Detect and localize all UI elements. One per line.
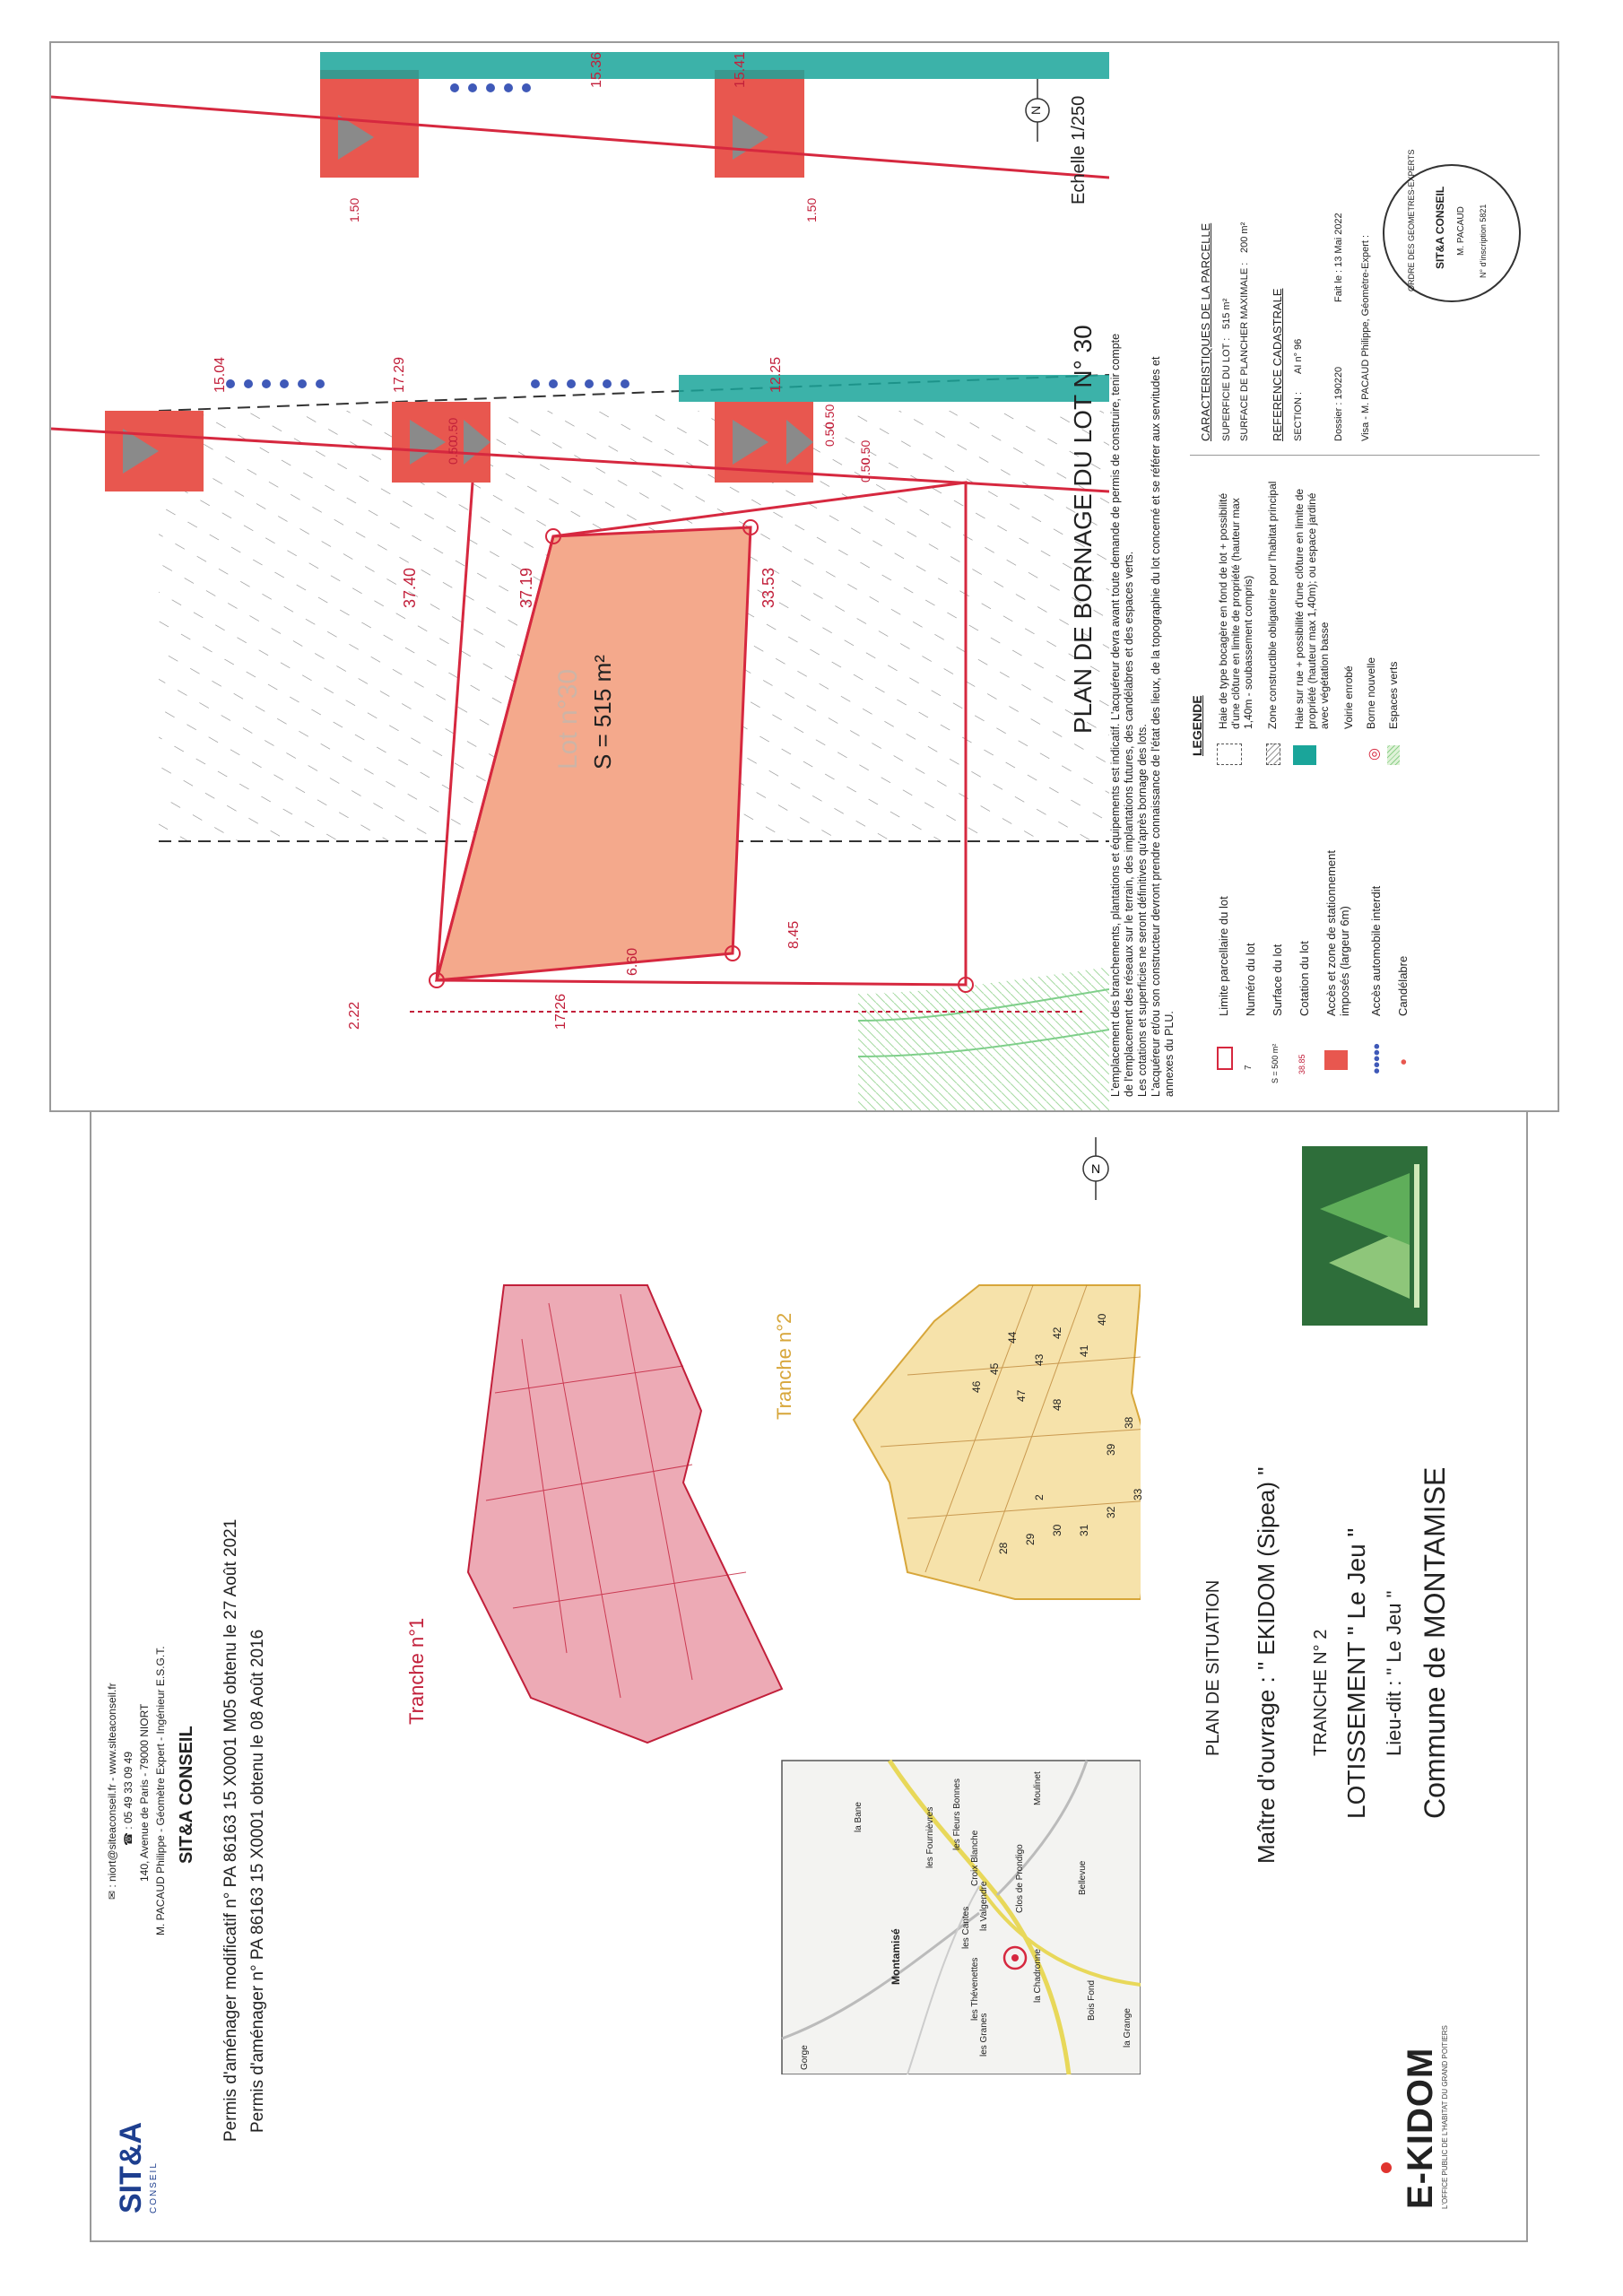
commune-title: Commune de MONTAMISE [1419,1466,1451,1819]
legend-haie: Haie de type bocagère en fond de lot + possibilité d'une clôture en limite de propriété (hauteur max 1,40m - soubassement compris) [1217,492,1254,729]
lot-number-2: 2 [1033,1494,1046,1500]
plancher-value: 200 m² [1239,222,1250,253]
legend-limit: Limite parcellaire du lot [1217,896,1230,1016]
dim-0-50-d: 0.50 [822,404,837,429]
dim-8-45: 8.45 [786,920,802,949]
sita-logo-sub: CONSEIL [149,2161,159,2213]
permis-amenager: Permis d'aménager n° PA 86163 15 X0001 obtenu le 08 Août 2016 [248,1629,267,2133]
sita-address-line2: 140, Avenue de Paris - 79000 NIORT [138,1703,151,1882]
north-arrow-icon [1055,1128,1136,1209]
legend-surface-key: S = 500 m² [1271,1043,1280,1083]
dim-37-40: 37.40 [401,567,419,608]
note-line-3: Les cotations et superficies ne seront définitives qu'après bornage des lots. [1136,724,1149,1097]
parcel-info [1190,60,1540,456]
dim-12-25: 12.25 [768,356,784,393]
superficie-value: 515 m² [1221,298,1232,329]
sita-phone: ☎ : 05 49 33 09 49 [122,1751,135,1846]
plancher-label: SURFACE DE PLANCHER MAXIMALE : [1239,262,1250,441]
svg-text:N: N [1090,1161,1101,1176]
legend-haie-rue-swatch [1293,745,1316,765]
note-line-2: de l'emplacement des réseaux sur le terrain, des implantations futures, des candélabres et des espaces verts. [1123,551,1135,1097]
carac-title: CARACTERISTIQUES DE LA PARCELLE [1199,222,1212,441]
legend-borne-icon: ◎ [1367,748,1382,761]
lot-number-45: 45 [988,1362,1001,1375]
place-chadronne: la Chadronne [1033,1948,1043,2003]
lot-number-41: 41 [1078,1344,1090,1357]
legend-acces: Accès et zone de stationnement imposés (largeur 6m) [1324,849,1351,1016]
lot-number-42: 42 [1051,1326,1063,1339]
sita-name: SIT&A CONSEIL [177,1726,196,1864]
ref-cadastrale-title: REFERENCE CADASTRALE [1271,288,1284,441]
legend-limit-swatch [1217,1047,1233,1070]
tree-logo [1302,1146,1428,1326]
ekidom-logo [1401,2025,1449,2209]
lot-number-32: 32 [1105,1506,1117,1518]
dim-15-41: 15.41 [733,51,748,88]
lot-number-48: 48 [1051,1398,1063,1411]
note-line-5: annexes du PLU. [1163,1011,1176,1097]
tranche1-label: Tranche n°1 [405,1617,428,1725]
permis-modificatif: Permis d'aménager modificatif n° PA 86163 15 X0001 M05 obtenu le 27 Août 2021 [221,1518,240,2142]
lot-number-28: 28 [997,1542,1010,1554]
legend-haie-rue: Haie sur rue + possibilité d'une clôture en limite de propriété (hauteur max 1,40m); ou espace jardiné avec végétation basse [1293,488,1331,729]
dim-0-50-e: 0.50 [858,457,872,483]
tranche-label: TRANCHE N° 2 [1311,1629,1331,1756]
superficie-label: SUPERFICIE DU LOT : [1221,337,1232,441]
plan-notes [1109,57,1176,1097]
lot-number-33: 33 [1132,1488,1144,1500]
stamp-line-3: M. PACAUD [1456,206,1466,256]
plan-scale: Echelle 1/250 [1069,95,1089,204]
place-la-grange: la Grange [1123,2008,1133,2048]
lot-number-43: 43 [1033,1353,1046,1366]
lot-number-47: 47 [1015,1389,1028,1402]
place-bellevue: Bellevue [1078,1860,1088,1895]
dim-0-50-a: 0.50 [446,439,460,465]
place-thevenettes: les Thévenettes [970,1957,980,2021]
place-moulinet: Moulinet [1033,1771,1043,1805]
legend-espaces-verts: Espaces verts [1387,661,1400,729]
legend-haie-swatch [1217,744,1242,765]
legend-cotation: Cotation du lot [1298,941,1311,1016]
section-value: AI n° 96 [1293,338,1304,374]
place-fleurs-bonnes: les Fleurs Bonnes [952,1778,962,1850]
lot-number-39: 39 [1105,1443,1117,1456]
stamp-line-2: SIT&A CONSEIL [1434,186,1446,269]
legend-acces-interdit: Accès automobile interdit [1369,885,1383,1016]
dim-1-50-b: 1.50 [804,197,819,222]
legend [1190,469,1540,1097]
geometre-stamp [1383,149,1521,302]
north-label: N [1028,105,1043,115]
dim-37-19: 37.19 [517,567,535,608]
tranche2-label: Tranche n°2 [773,1312,795,1420]
place-croix-blanche: Croix Blanche [970,1830,980,1886]
note-line-1: L'emplacement des branchements, plantations et équipements est indicatif. L'acquéreur devra avant toute demande de permis de construire, tenir compte [1109,333,1122,1097]
bornage-plan [51,43,1109,1110]
lot-label: Lot n°30 [553,668,583,770]
dim-6-60: 6.60 [625,947,640,976]
place-la-bane: la Bane [854,1802,864,1832]
legend-zone-swatch [1266,744,1280,765]
dim-0-50-b: 0.50 [446,417,460,442]
place-fournievres: les Fournièvres [925,1806,935,1868]
sita-contact: ✉ : niort@siteaconseil.fr - www.siteaconseil.fr [106,1683,118,1900]
sita-address-line1: M. PACAUD Philippe - Géomètre Expert - Ingénieur E.S.G.T. [154,1646,167,1935]
dim-17-26: 17.26 [553,993,568,1030]
lotissement-title: LOTISSEMENT " Le Jeu " [1342,1527,1370,1819]
legend-numero: Numéro du lot [1244,943,1257,1016]
stamp-line-4: N° d'inscription 5821 [1479,204,1488,278]
place-gorge: Gorge [800,2045,810,2070]
place-bois-fond: Bois Fond [1087,1979,1097,2021]
bornage-panel [49,41,1559,1112]
legend-surface: Surface du lot [1271,944,1284,1016]
dim-1-50-a: 1.50 [347,197,361,222]
place-les-granes: les Granes [979,2013,989,2057]
legend-borne: Borne nouvelle [1365,657,1377,729]
lot-surface: S = 515 m² [589,655,616,770]
sita-logo [114,2097,204,2213]
plan-situation-title: PLAN DE SITUATION [1203,1579,1223,1756]
stamp-line-1: ORDRE DES GEOMETRES-EXPERTS [1407,149,1416,291]
dim-15-04: 15.04 [213,356,228,393]
legend-acces-interdit-dots-icon: ●●●●● [1369,1043,1383,1074]
place-clos-prondigo: Clos de Prondigo [1015,1844,1025,1913]
situation-panel [90,1109,1528,2242]
legend-numero-key: 7 [1244,1065,1254,1070]
dim-0-50-c: 0.50 [822,422,837,447]
dossier-number: Dossier : 190220 [1333,366,1344,441]
ekidom-logo-text: E-KIDOM [1401,2047,1440,2209]
legend-cotation-key: 38.85 [1298,1054,1306,1074]
fait-le: Fait le : 13 Mai 2022 [1333,213,1344,302]
plan-title: PLAN DE BORNAGE DU LOT N° 30 [1069,325,1097,734]
lot-number-46: 46 [970,1380,983,1393]
ekidom-dot-icon [1381,2162,1392,2173]
situation-map [352,1281,1144,2074]
visa-label: Visa - M. PACAUD Philippe, Géomètre-Expert : [1360,234,1371,441]
maitre-ouvrage: Maître d'ouvrage : " EKIDOM (Sipea) " [1253,1466,1280,1864]
dim-33-53: 33.53 [759,567,777,608]
place-valgendre: la Valgendre [979,1881,989,1931]
lot-number-38: 38 [1123,1416,1135,1429]
dim-17-29: 17.29 [392,356,407,393]
lieu-dit: Lieu-dit : " Le Jeu " [1383,1590,1405,1756]
sita-logo-text: SIT&A [114,2122,148,2213]
legend-acces-swatch [1324,1050,1348,1070]
legend-candelabre-icon: ● [1396,1058,1410,1065]
dim-15-36: 15.36 [589,51,604,88]
legend-voirie: Voirie enrobé [1342,665,1355,729]
lot-number-31: 31 [1078,1524,1090,1536]
tree-logo-icon [1302,1146,1428,1326]
legend-title: LEGENDE [1190,695,1204,756]
legend-zone: Zone constructible obligatoire pour l'habitat principal [1266,481,1279,729]
lot-number-29: 29 [1024,1533,1037,1545]
legend-espaces-verts-swatch [1387,745,1400,765]
lot-number-40: 40 [1096,1313,1108,1326]
dim-2-22: 2.22 [347,1001,362,1030]
note-line-4: L'acquéreur et/ou son constructeur devront prendre connaissance de l'état des lieux, de la topographie du lot concerné et se référer aux servitudes et [1150,356,1162,1097]
section-label: SECTION : [1293,391,1304,441]
place-les-cantes: les Cantes [961,1906,971,1949]
place-montamise: Montamisé [890,1928,902,1985]
lot-number-30: 30 [1051,1524,1063,1536]
dim-0-50-f: 0.50 [858,439,872,465]
lot-number-44: 44 [1006,1331,1019,1344]
ekidom-logo-subtitle: L'OFFICE PUBLIC DE L'HABITAT DU GRAND POITIERS [1441,2025,1449,2209]
legend-candelabre: Candélabre [1396,955,1410,1016]
